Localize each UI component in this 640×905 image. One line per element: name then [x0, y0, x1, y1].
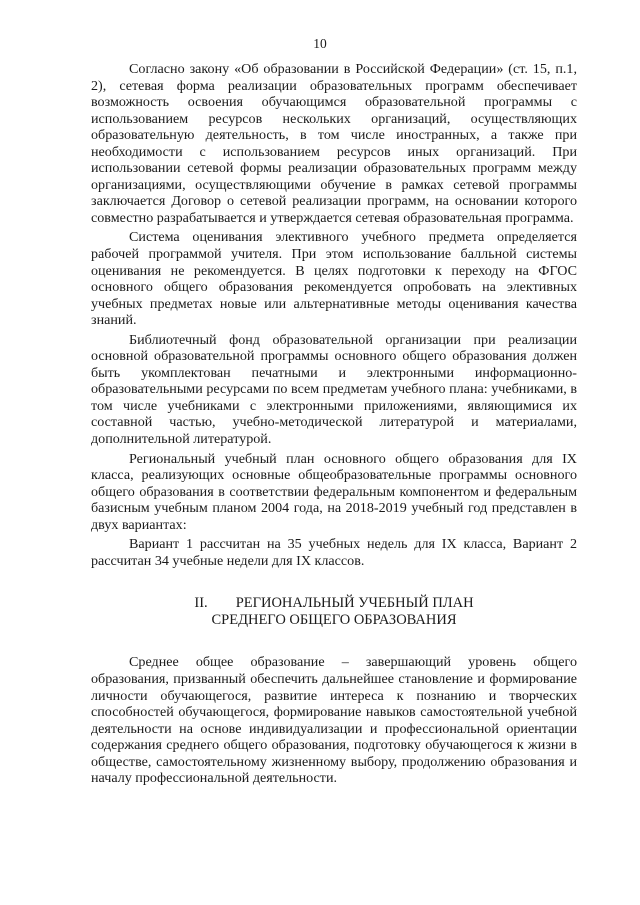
- paragraph-variants: Вариант 1 рассчитан на 35 учебных недель для IX класса, Вариант 2 рассчитан 34 учебные недели для IX классов.: [91, 536, 577, 569]
- page-body: [91, 61, 577, 790]
- section-heading: [91, 595, 577, 629]
- section-number: II.: [194, 595, 208, 612]
- section-title-line1: РЕГИОНАЛЬНЫЙ УЧЕБНЫЙ ПЛАН: [235, 595, 474, 612]
- paragraph-regional-plan: Региональный учебный план основного общего образования для IX класса, реализующих основные общеобразовательные программы основного общего образования в соответствии федеральным компонентом и федеральным базисным учебным планом 2004 года, на 2018-2019 учебный год представлен в двух вариантах:: [91, 450, 577, 533]
- page-number: 10: [313, 36, 327, 51]
- paragraph-secondary-education: Среднее общее образование – завершающий уровень общего образования, призванный обеспечить дальнейшее становление и формирование личности обучающегося, развитие интереса к познанию и творческих способностей обучающегося, формирование навыков самостоятельной учебной деятельности на основе индивидуализации и профессиональной ориентации содержания среднего общего образования, подготовку обучающегося к жизни в обществе, самостоятельному жизненному выбору, продолжению образования и началу профессиональной деятельности.: [91, 654, 577, 787]
- paragraph-assessment-system: Система оценивания элективного учебного предмета определяется рабочей программой учителя. При этом использование балльной системы оценивания не рекомендуется. В целях подготовки к переходу на ФГОС основного общего образования рекомендуется опробовать на элективных учебных предметах новые или альтернативные методы оценивания качества знаний.: [91, 229, 577, 329]
- paragraph-network-form: Согласно закону «Об образовании в Российской Федерации» (ст. 15, п.1, 2), сетевая форма реализации образовательных программ обеспечивает возможность освоения обучающимся образовательной программы с использованием ресурсов нескольких организаций, осуществляющих образовательную деятельность, в том числе иностранных, а также при необходимости с использованием ресурсов иных организаций. При использовании сетевой формы реализации образовательных программ между организациями, осуществляющими обучение в рамках сетевой программы заключается Договор о сетевой реализации программ, на основании которого совместно разрабатывается и утверждается сетевая образовательная программа.: [91, 61, 577, 226]
- section-title-line2: СРЕДНЕГО ОБЩЕГО ОБРАЗОВАНИЯ: [211, 612, 457, 629]
- paragraph-library-fund: Библиотечный фонд образовательной организации при реализации основной образовательной программы основного общего образования должен быть укомплектован печатными и электронными информационно-образовательными ресурсами по всем предметам учебного плана: учебниками, в том числе учебниками с электронными приложениями, являющимися их составной частью, учебно-методической литературой и материалами, дополнительной литературой.: [91, 331, 577, 448]
